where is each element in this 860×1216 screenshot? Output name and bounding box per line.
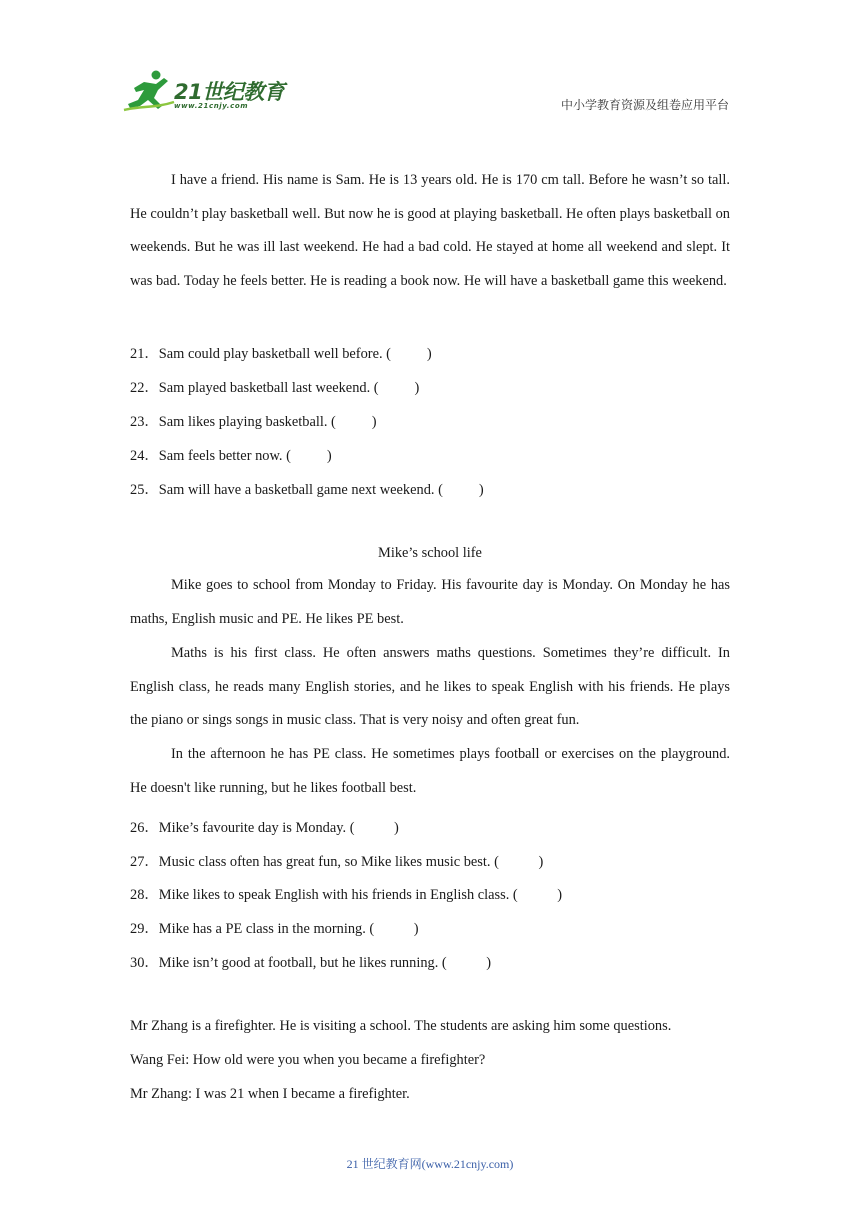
question-23: 23．Sam likes playing basketball. ( ) (130, 414, 377, 430)
question-26: 26．Mike’s favourite day is Monday. ( ) (130, 820, 399, 836)
passage2-paragraph-3: In the afternoon he has PE class. He sometimes plays football or exercises on the playground. He doesn't like running, but he likes football best. (130, 746, 730, 796)
passage3-line-2: Wang Fei: How old were you when you became a firefighter? (130, 1052, 486, 1068)
page-header (0, 0, 860, 130)
page-footer: 21 世纪教育网(www.21cnjy.com) (346, 1157, 514, 1171)
passage3-line-3: Mr Zhang: I was 21 when I became a firefighter. (130, 1086, 410, 1102)
runner-logo-icon (122, 68, 178, 114)
question-25: 25．Sam will have a basketball game next weekend. ( ) (130, 482, 484, 498)
question-29: 29．Mike has a PE class in the morning. ( ) (130, 921, 419, 937)
question-24: 24．Sam feels better now. ( ) (130, 448, 332, 464)
header-tagline: 中小学教育资源及组卷应用平台 (560, 98, 729, 112)
logo-text: 21世纪教育 (174, 80, 285, 104)
question-27: 27．Music class often has great fun, so Mike likes music best. ( ) (130, 854, 544, 870)
passage2-title: Mike’s school life (378, 545, 482, 561)
question-30: 30．Mike isn’t good at football, but he likes running. ( ) (130, 955, 492, 971)
passage2-paragraph-2: Maths is his first class. He often answers maths questions. Sometimes they’re difficult. In English class, he reads many English stories, and he likes to speak English with his friends. He plays the piano or sings songs in music class. That is very noisy and often great fun. (130, 645, 730, 729)
question-21: 21．Sam could play basketball well before. ( ) (130, 346, 432, 362)
question-28: 28．Mike likes to speak English with his friends in English class. ( ) (130, 887, 563, 903)
passage1-text: I have a friend. His name is Sam. He is 13 years old. He is 170 cm tall. Before he wasn’t so tall. He couldn’t play basketball well. But now he is good at playing basketball. He often plays basketball on weekends. But he was ill last weekend. He had a bad cold. He stayed at home all weekend and slept. It was bad. Today he feels better. He is reading a book now. He will have a basketball game this weekend. (130, 172, 730, 290)
logo-url: www.21cnjy.com (174, 102, 249, 110)
passage2-paragraph-1: Mike goes to school from Monday to Friday. His favourite day is Monday. On Monday he has maths, English music and PE. He likes PE best. (130, 577, 730, 627)
logo (122, 66, 292, 116)
question-22: 22．Sam played basketball last weekend. ( ) (130, 380, 420, 396)
passage3-line-1: Mr Zhang is a firefighter. He is visiting a school. The students are asking him some questions. (130, 1018, 672, 1034)
